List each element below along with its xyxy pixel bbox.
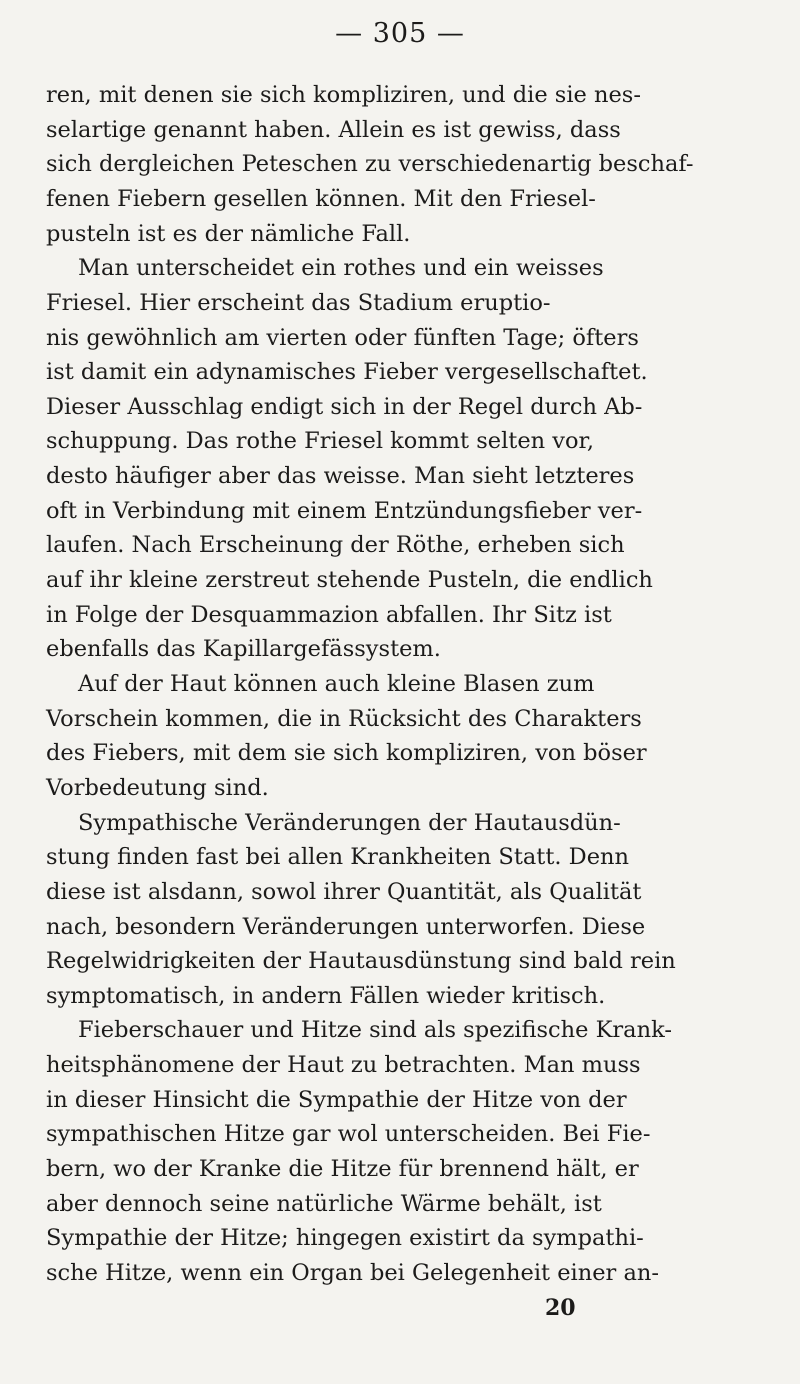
text-line: in dieser Hinsicht die Sympathie der Hitze von der [46, 1086, 627, 1113]
signature-mark: 20 [545, 1295, 576, 1321]
text-line: stung finden fast bei allen Krankheiten Statt. Denn [46, 844, 630, 871]
text-line: auf ihr kleine zerstreut stehende Pusteln, die endlich [46, 567, 653, 594]
text-line: ren, mit denen sie sich kompliziren, und die sie nes- [46, 82, 641, 108]
text-line: Vorschein kommen, die in Rücksicht des Charakters [46, 705, 642, 732]
text-line: heitsphänomene der Haut zu betrachten. Man muss [46, 1052, 641, 1079]
text-line: ebenfalls das Kapillargefässystem. [46, 636, 441, 663]
text-line: Auf der Haut können auch kleine Blasen zum [78, 671, 595, 697]
text-line: diese ist alsdann, sowol ihrer Quantität, als Qualität [46, 878, 642, 905]
text-line: in Folge der Desquammazion abfallen. Ihr Sitz ist [46, 601, 612, 628]
text-line: Friesel. Hier erscheint das Stadium eruptio- [46, 289, 551, 316]
text-line: schuppung. Das rothe Friesel kommt selten vor, [46, 428, 594, 455]
text-line: Sympathie der Hitze; hingegen existirt da sympathi- [46, 1225, 644, 1252]
text-line: aber dennoch seine natürliche Wärme behält, ist [46, 1190, 602, 1217]
text-line: pusteln ist es der nämliche Fall. [46, 220, 411, 247]
text-line: Sympathische Veränderungen der Hautausdün- [78, 809, 621, 836]
text-line: Fieberschauer und Hitze sind als spezifische Krank- [78, 1017, 672, 1044]
text-line: Man unterscheidet ein rothes und ein weisses [78, 255, 604, 282]
text-line: desto häufiger aber das weisse. Man sieht letzteres [46, 463, 635, 490]
text-line: sympathischen Hitze gar wol unterscheiden. Bei Fie- [46, 1121, 651, 1148]
text-line: ist damit ein adynamisches Fieber vergesellschaftet. [46, 359, 648, 386]
text-line: selartige genannt haben. Allein es ist gewiss, dass [46, 116, 621, 143]
text-line: laufen. Nach Erscheinung der Röthe, erheben sich [46, 532, 625, 559]
text-line: des Fiebers, mit dem sie sich kompliziren, von böser [46, 740, 647, 767]
text-line: nis gewöhnlich am vierten oder fünften Tage; öfters [46, 324, 639, 351]
text-line: Vorbedeutung sind. [46, 774, 269, 801]
text-line: fenen Fiebern gesellen können. Mit den Friesel- [46, 185, 596, 212]
text-line: sich dergleichen Peteschen zu verschiedenartig beschaf- [46, 151, 694, 178]
text-line: Regelwidrigkeiten der Hautausdünstung sind bald rein [46, 948, 676, 975]
text-line: bern, wo der Kranke die Hitze für brennend hält, er [46, 1156, 639, 1183]
text-line: symptomatisch, in andern Fällen wieder kritisch. [46, 982, 606, 1009]
text-line: Dieser Ausschlag endigt sich in der Regel durch Ab- [46, 393, 643, 420]
text-line: nach, besondern Veränderungen unterworfen. Diese [46, 913, 646, 940]
text-line: sche Hitze, wenn ein Organ bei Gelegenheit einer an- [46, 1260, 659, 1286]
page-number-header: — 305 — [335, 18, 465, 49]
text-line: oft in Verbindung mit einem Entzündungsfieber ver- [46, 497, 643, 524]
